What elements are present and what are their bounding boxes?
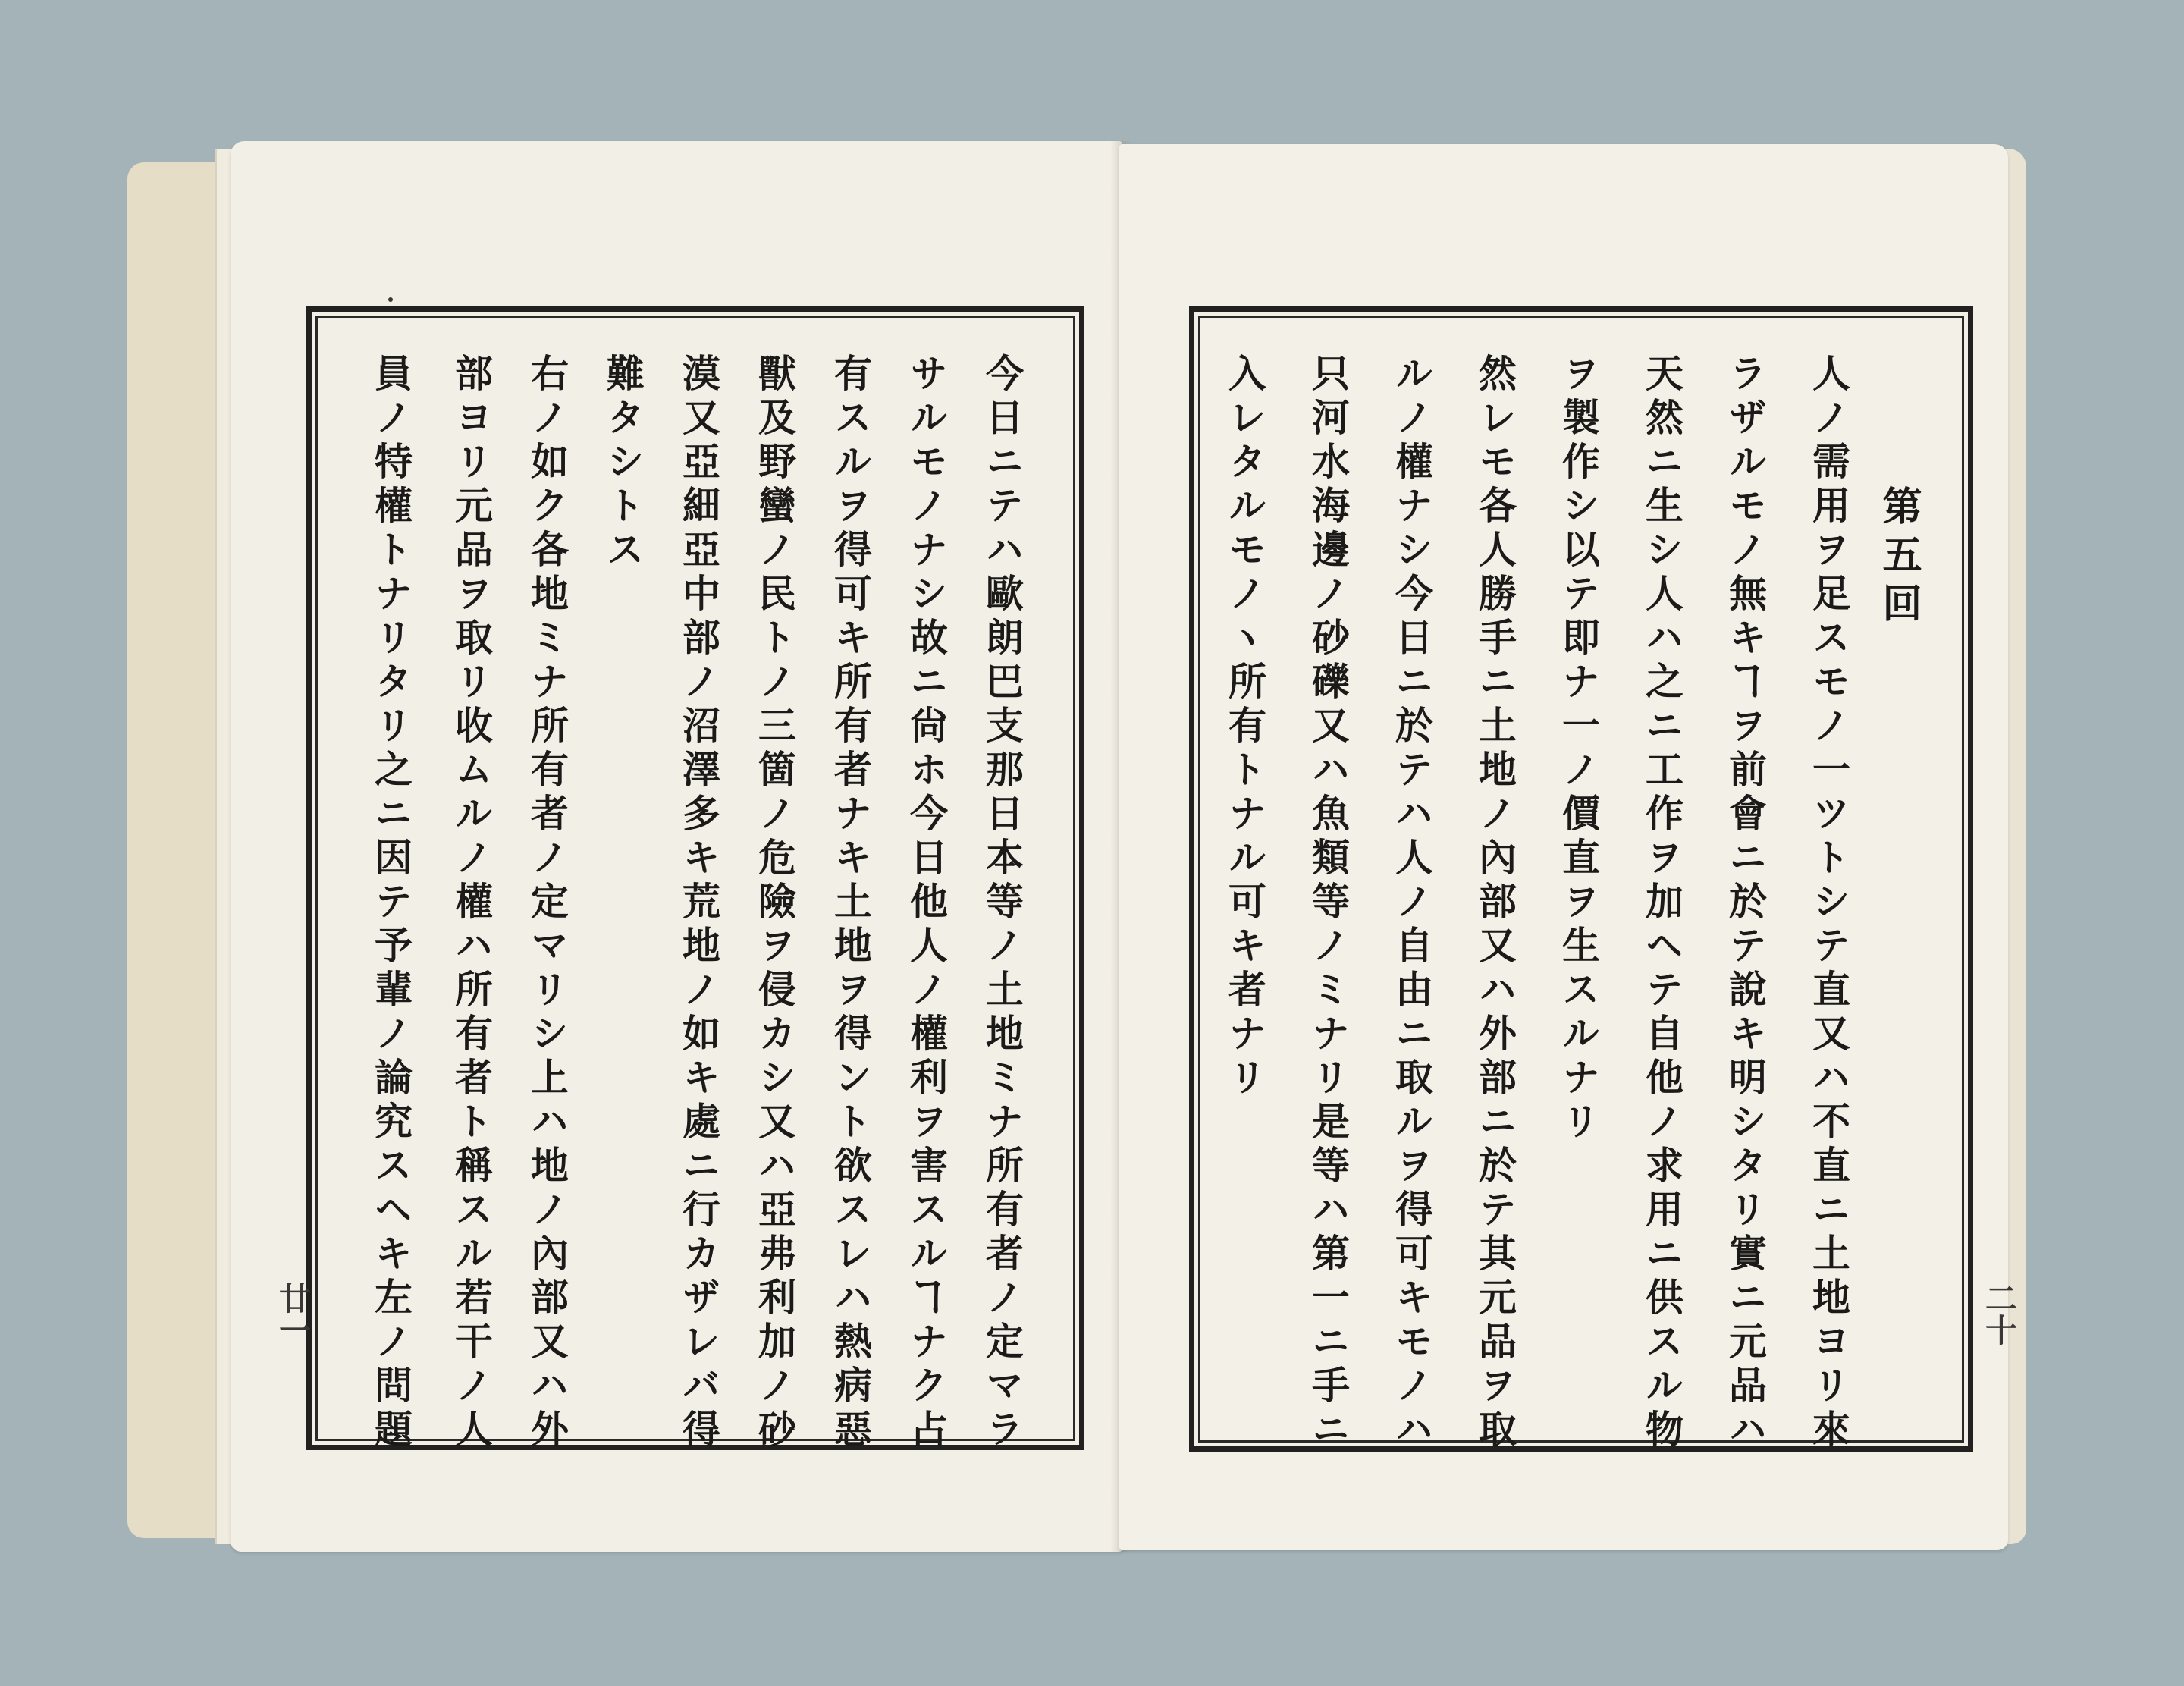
right-col-6: ルノ權ナシ今日ニ於テハ人ノ自由ニ取ルヲ得可キモノハ [1389,353,1434,1453]
left-col-6: 難タシトス [601,353,645,573]
right-col-1: 人ノ需用ヲ足スモノ一ツトシテ直又ハ不直ニ土地ヨリ來 [1806,353,1851,1453]
right-col-7: 只河水海邊ノ砂礫又ハ魚類等ノミナリ是等ハ第一ニ手ニ [1306,353,1351,1453]
left-col-7: 右ノ如ク各地ミナ所有者ノ定マリシ上ハ地ノ內部又ハ外 [525,353,570,1453]
right-page-number: 二十 [1981,1282,2018,1345]
left-col-3: 有スルヲ得可キ所有者ナキ土地ヲ得ント欲スレハ熱病惡 [828,353,873,1453]
left-col-2: サルモノナシ故ニ尙ホ今日他人ノ權利ヲ害スルヿナク占 [904,353,949,1453]
right-col-5: 然レモ各人勝手ニ土地ノ內部又ハ外部ニ於テ其元品ヲ取 [1473,353,1517,1453]
right-col-2: ラザルモノ無キヿヲ前會ニ於テ說キ明シタリ實ニ元品ハ [1723,353,1768,1453]
left-col-9: 員ノ特權トナリタリ之ニ因テ予輩ノ論究スヘキ左ノ問題 [369,353,413,1453]
left-col-8: 部ヨリ元品ヲ取リ收ムルノ權ハ所有者ト稱スル若干ノ人 [449,353,494,1453]
right-col-8: 入レタルモノヽ所有トナル可キ者ナリ [1222,353,1267,1101]
left-col-1: 今日ニテハ歐朗巴支那日本等ノ土地ミナ所有者ノ定マラ [980,353,1025,1453]
left-page-number: 廿一 [275,1282,312,1345]
chapter-heading: 第五回 [1875,485,1922,631]
ink-dot [388,297,393,302]
right-col-3: 天然ニ生シ人ハ之ニ工作ヲ加ヘテ自他ノ求用ニ供スル物 [1640,353,1684,1453]
left-col-4: 獸及野蠻ノ民トノ三箇ノ危險ヲ侵カシ又ハ亞弗利加ノ砂 [752,353,797,1453]
right-col-4: ヲ製作シ以テ即ナ一ノ價直ヲ生スルナリ [1556,353,1601,1145]
left-col-5: 漠又亞細亞中部ノ沼澤多キ荒地ノ如キ處ニ行カザレバ得 [676,353,721,1453]
